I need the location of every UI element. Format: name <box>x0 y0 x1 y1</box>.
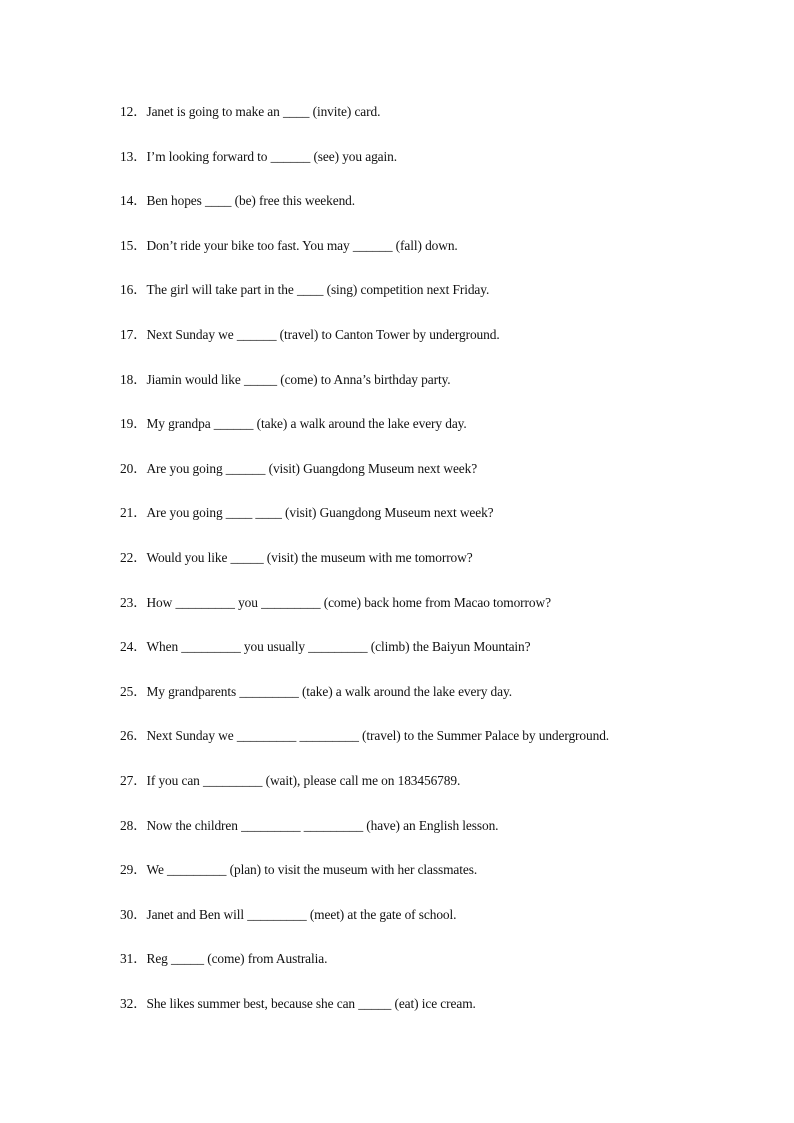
question-18: 18．Jiamin would like _____ (come) to Anna’s birthday party. <box>120 371 451 387</box>
question-26: 26．Next Sunday we _________ _________ (travel) to the Summer Palace by underground. <box>120 728 610 744</box>
question-16: 16．The girl will take part in the ____ (sing) competition next Friday. <box>120 282 490 298</box>
question-19: 19．My grandpa ______ (take) a walk around the lake every day. <box>120 416 467 432</box>
question-29: 29．We _________ (plan) to visit the museum with her classmates. <box>120 862 478 878</box>
question-30: 30．Janet and Ben will _________ (meet) at the gate of school. <box>120 906 457 922</box>
question-17: 17．Next Sunday we ______ (travel) to Canton Tower by underground. <box>120 326 500 342</box>
question-24: 24．When _________ you usually _________ (climb) the Baiyun Mountain? <box>120 639 531 655</box>
question-28: 28．Now the children _________ _________ (have) an English lesson. <box>120 817 499 833</box>
question-25: 25．My grandparents _________ (take) a walk around the lake every day. <box>120 683 512 699</box>
question-13: 13．I’m looking forward to ______ (see) you again. <box>120 148 397 164</box>
question-32: 32．She likes summer best, because she can _____ (eat) ice cream. <box>120 995 476 1011</box>
question-27: 27．If you can _________ (wait), please call me on 183456789. <box>120 772 461 788</box>
question-21: 21．Are you going ____ ____ (visit) Guangdong Museum next week? <box>120 505 494 521</box>
question-31: 31．Reg _____ (come) from Australia. <box>120 951 328 967</box>
question-22: 22．Would you like _____ (visit) the museum with me tomorrow? <box>120 549 473 565</box>
question-12: 12．Janet is going to make an ____ (invite) card. <box>120 104 381 119</box>
question-15: 15．Don’t ride your bike too fast. You may ______ (fall) down. <box>120 237 458 253</box>
question-14: 14．Ben hopes ____ (be) free this weekend. <box>120 193 356 209</box>
question-20: 20．Are you going ______ (visit) Guangdong Museum next week? <box>120 460 478 476</box>
question-23: 23．How _________ you _________ (come) back home from Macao tomorrow? <box>120 594 551 610</box>
question-list <box>120 101 740 1037</box>
